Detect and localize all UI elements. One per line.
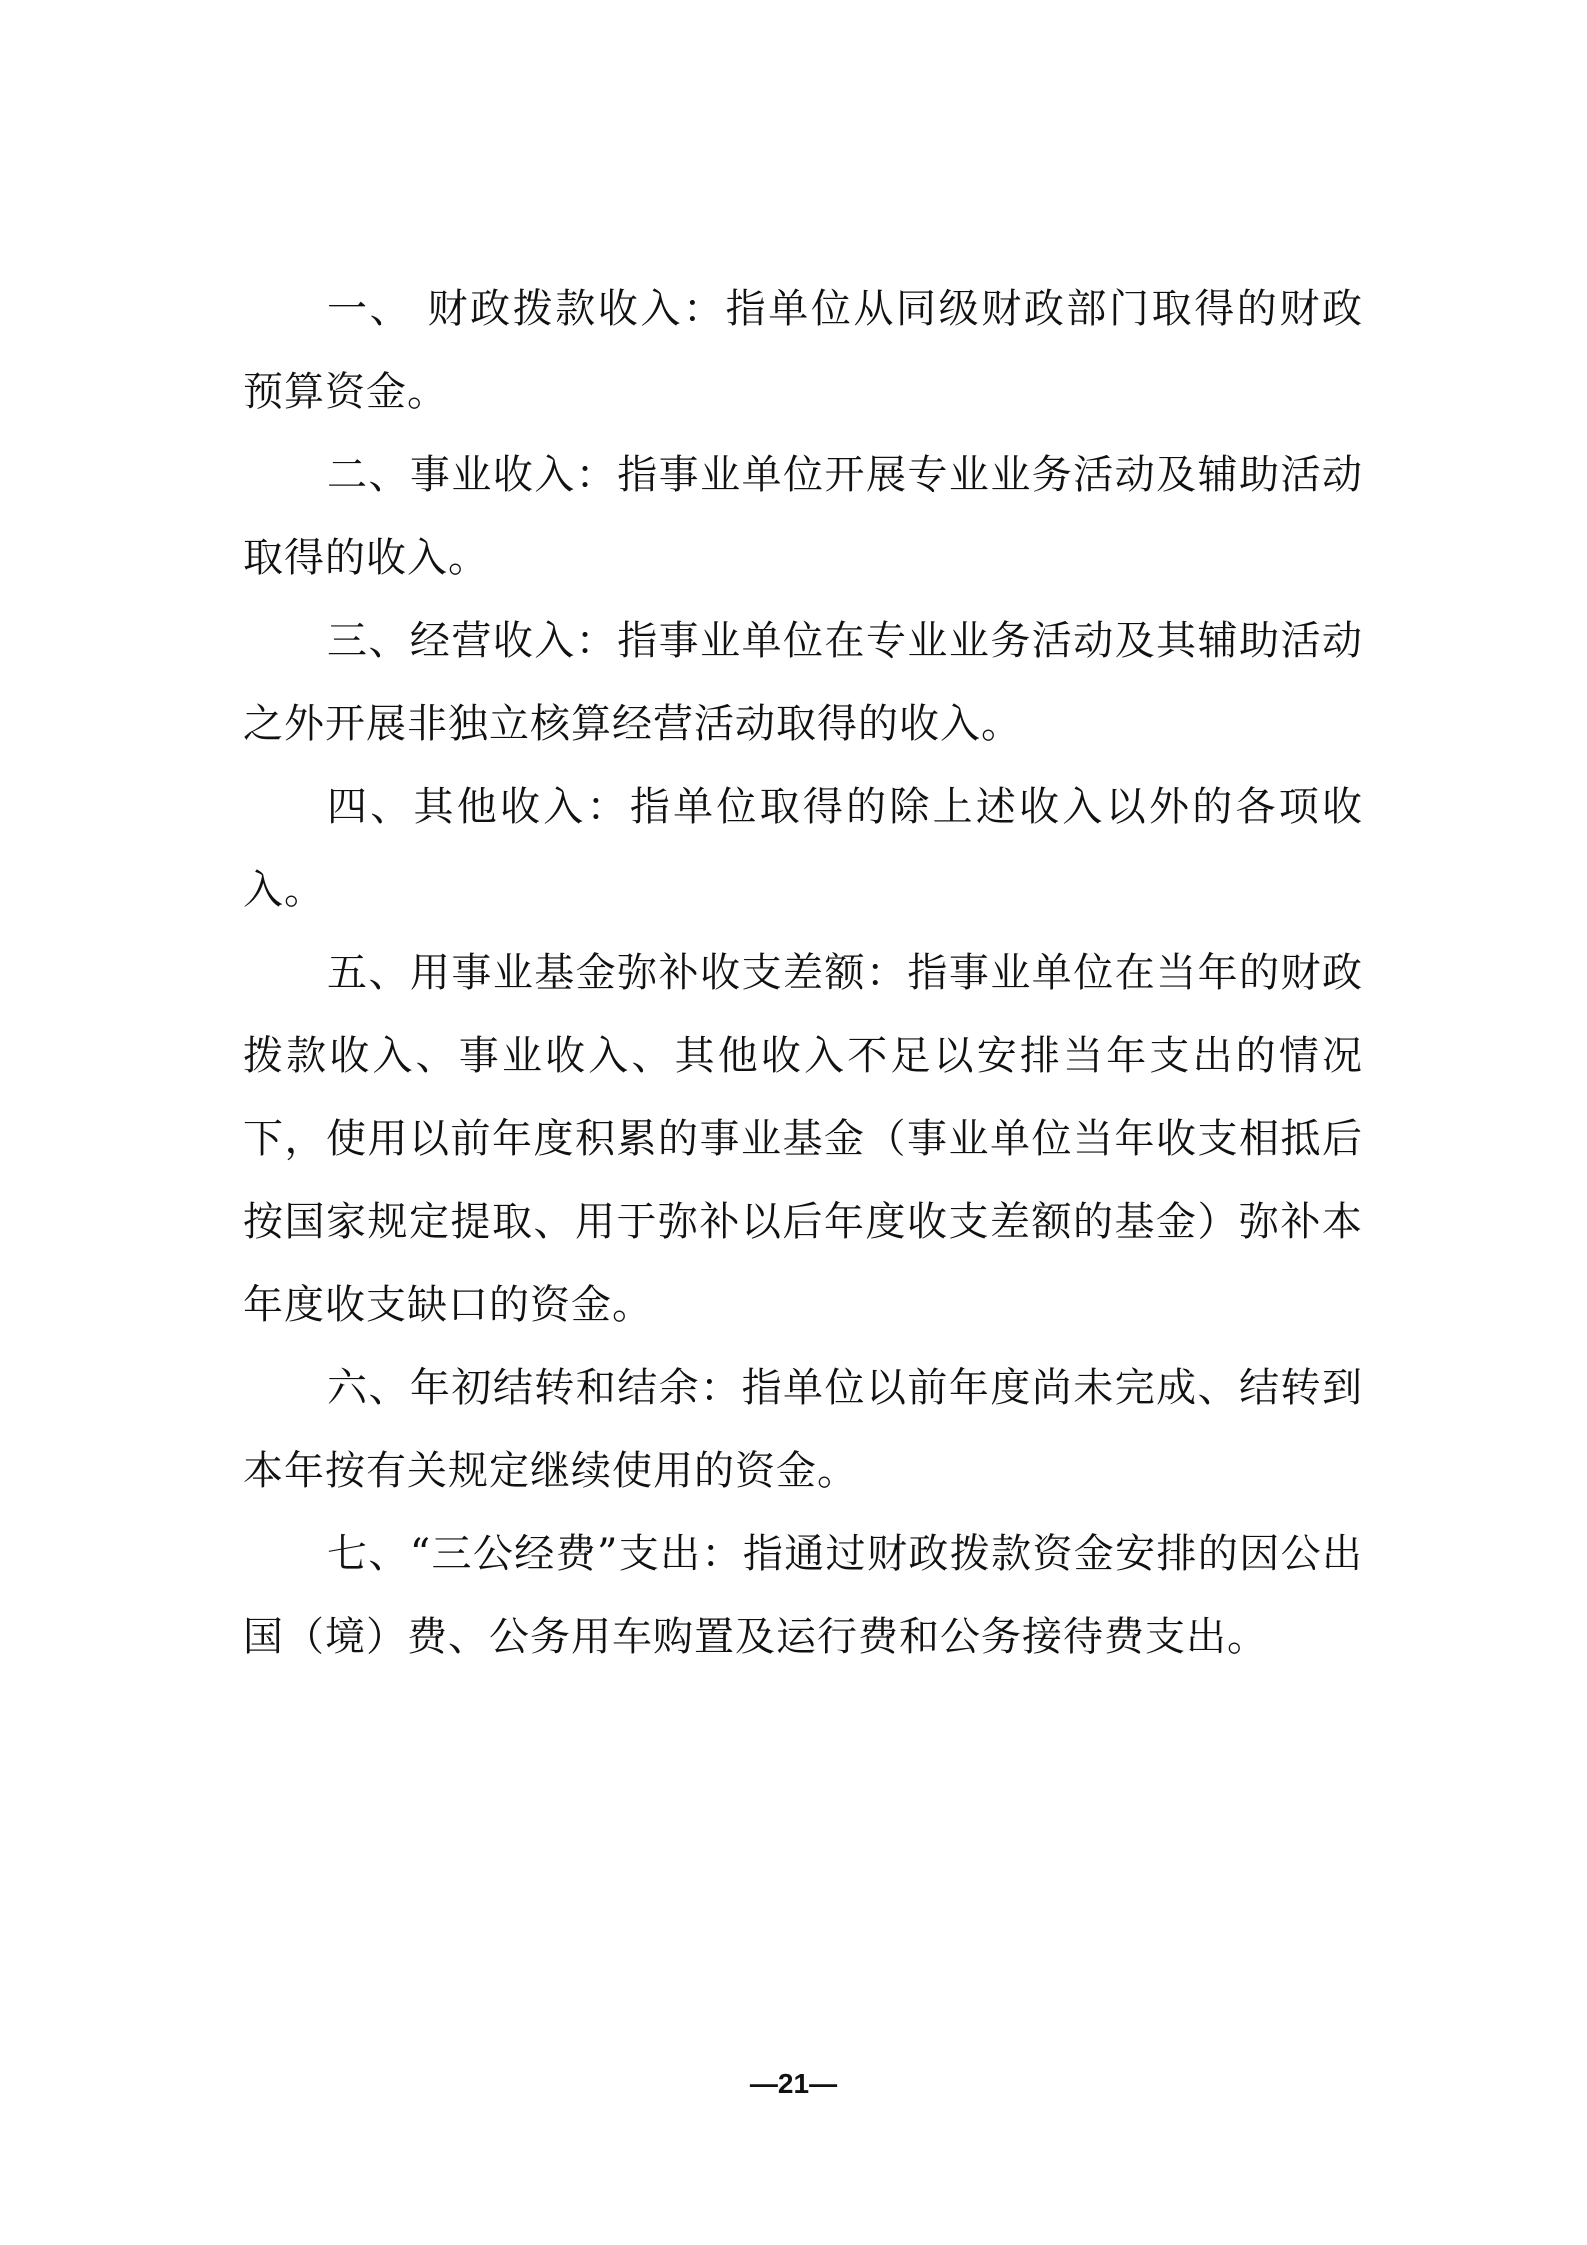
paragraph-fiscal-appropriation-income: 一、 财政拨款收入：指单位从同级财政部门取得的财政预算资金。 [243, 286, 1363, 415]
paragraph-operating-income: 三、经营收入：指事业单位在专业业务活动及其辅助活动之外开展非独立核算经营活动取得的收入。 [243, 618, 1363, 747]
page-number: —21— [749, 2068, 838, 2099]
body-text [243, 268, 1363, 1679]
paragraph-carryover-balance: 六、年初结转和结余：指单位以前年度尚未完成、结转到本年按有关规定继续使用的资金。 [243, 1365, 1363, 1494]
paragraph-three-public-expenses: 七、“三公经费”支出：指通过财政拨款资金安排的因公出国（境）费、公务用车购置及运行费和公务接待费支出。 [243, 1531, 1363, 1660]
paragraph-other-income: 四、其他收入：指单位取得的除上述收入以外的各项收入。 [243, 784, 1363, 913]
paragraph-business-fund-offset: 五、用事业基金弥补收支差额：指事业单位在当年的财政拨款收入、事业收入、其他收入不足以安排当年支出的情况下，使用以前年度积累的事业基金（事业单位当年收支相抵后按国家规定提取、用于弥补以后年度收支差额的基金）弥补本年度收支缺口的资金。 [243, 950, 1363, 1328]
paragraph-business-income: 二、事业收入：指事业单位开展专业业务活动及辅助活动取得的收入。 [243, 452, 1363, 581]
